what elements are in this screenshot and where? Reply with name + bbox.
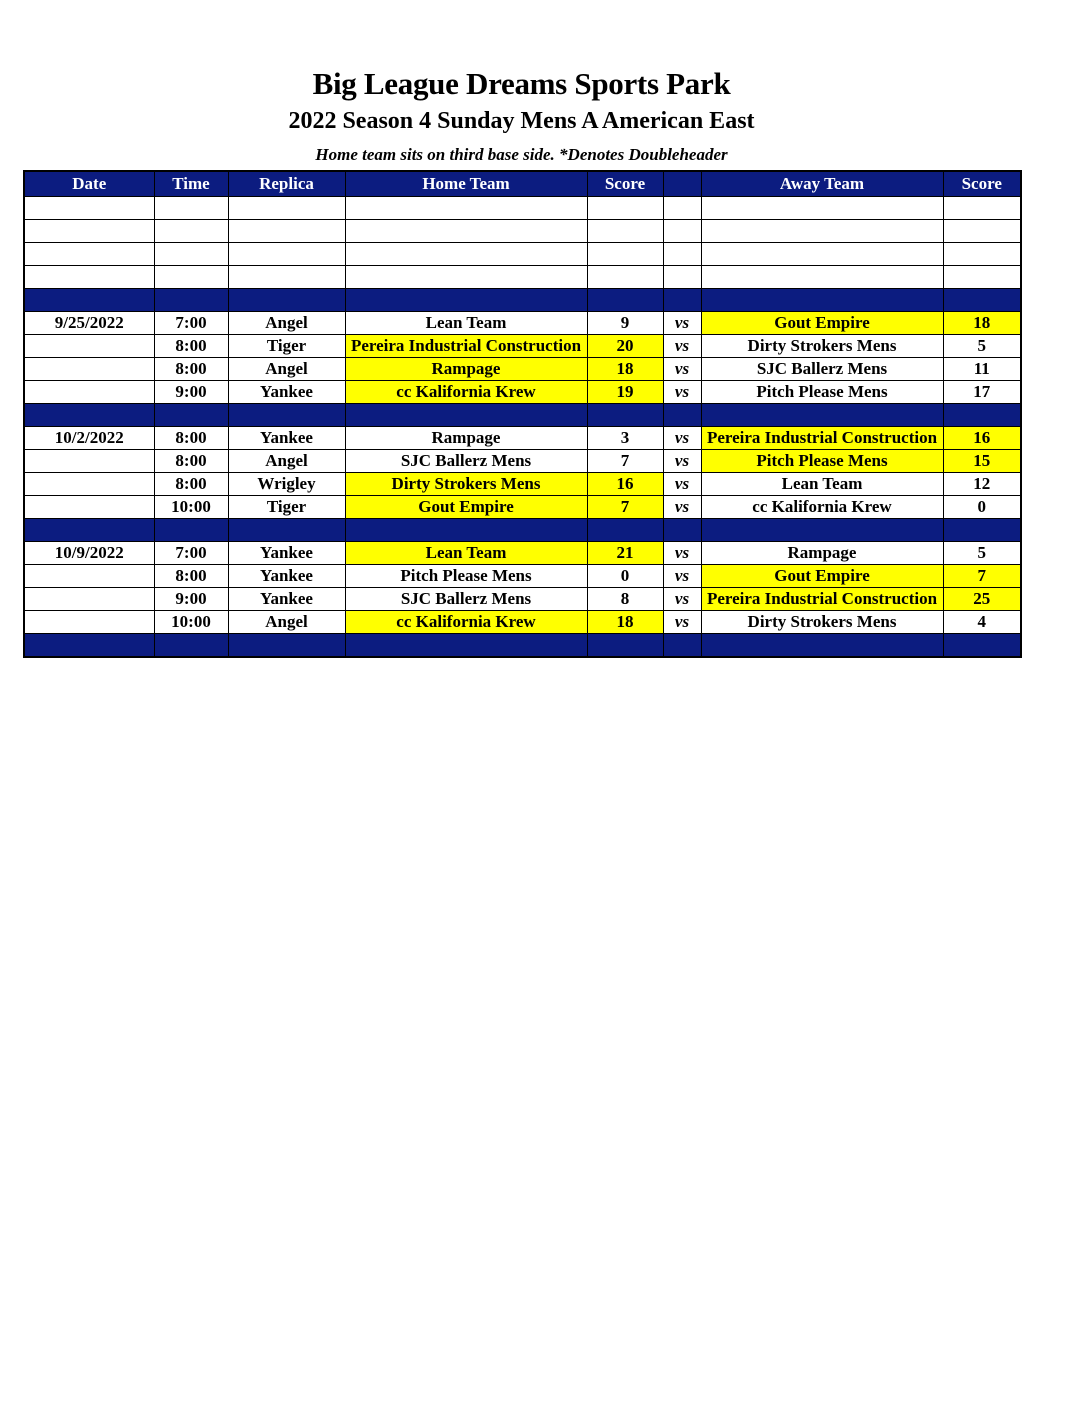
time-cell: 8:00 <box>154 358 228 381</box>
date-cell <box>24 450 154 473</box>
date-cell <box>24 496 154 519</box>
date-cell <box>24 381 154 404</box>
date-cell <box>24 565 154 588</box>
date-cell <box>24 289 154 312</box>
time-cell: 7:00 <box>154 542 228 565</box>
home-team-cell: Rampage <box>345 358 587 381</box>
home-score-cell: 0 <box>587 565 663 588</box>
away-score-cell: 12 <box>943 473 1021 496</box>
home-team-cell <box>345 266 587 289</box>
time-cell <box>154 404 228 427</box>
date-cell <box>24 404 154 427</box>
game-row <box>24 611 1021 634</box>
home-score-cell: 19 <box>587 381 663 404</box>
home-team-cell: cc Kalifornia Krew <box>345 381 587 404</box>
game-row <box>24 312 1021 335</box>
date-cell: 10/9/2022 <box>24 542 154 565</box>
home-score-cell <box>587 289 663 312</box>
col-header-time: Time <box>154 171 228 197</box>
header-row <box>24 171 1021 197</box>
time-cell: 9:00 <box>154 381 228 404</box>
away-team-cell <box>701 634 943 658</box>
separator-row <box>24 519 1021 542</box>
time-cell <box>154 266 228 289</box>
away-team-cell: Dirty Strokers Mens <box>701 611 943 634</box>
away-score-cell <box>943 634 1021 658</box>
away-team-cell <box>701 220 943 243</box>
vs-cell: vs <box>663 496 701 519</box>
separator-row <box>24 634 1021 658</box>
home-score-cell <box>587 634 663 658</box>
page-title: Big League Dreams Sports Park <box>312 66 731 101</box>
vs-cell: vs <box>663 312 701 335</box>
vs-cell <box>663 519 701 542</box>
time-cell: 8:00 <box>154 473 228 496</box>
replica-cell: Yankee <box>228 565 345 588</box>
home-score-cell: 7 <box>587 496 663 519</box>
vs-cell <box>663 404 701 427</box>
home-team-cell <box>345 220 587 243</box>
replica-cell <box>228 634 345 658</box>
date-cell: 10/2/2022 <box>24 427 154 450</box>
away-score-cell <box>943 404 1021 427</box>
blank-row <box>24 266 1021 289</box>
home-team-cell: Gout Empire <box>345 496 587 519</box>
away-score-cell: 16 <box>943 427 1021 450</box>
away-score-cell: 0 <box>943 496 1021 519</box>
game-row <box>24 450 1021 473</box>
replica-cell: Tiger <box>228 496 345 519</box>
home-team-cell <box>345 519 587 542</box>
vs-cell: vs <box>663 450 701 473</box>
schedule-table <box>23 170 1022 658</box>
replica-cell <box>228 519 345 542</box>
game-row <box>24 542 1021 565</box>
away-score-cell <box>943 266 1021 289</box>
game-row <box>24 588 1021 611</box>
time-cell <box>154 197 228 220</box>
time-cell: 7:00 <box>154 312 228 335</box>
home-team-cell <box>345 634 587 658</box>
col-header-away-team: Away Team <box>701 171 943 197</box>
vs-cell: vs <box>663 542 701 565</box>
away-team-cell <box>701 404 943 427</box>
game-row <box>24 427 1021 450</box>
date-cell <box>24 197 154 220</box>
home-score-cell <box>587 220 663 243</box>
blank-row <box>24 197 1021 220</box>
col-header-away-score: Score <box>943 171 1021 197</box>
vs-cell: vs <box>663 588 701 611</box>
home-score-cell <box>587 266 663 289</box>
time-cell: 10:00 <box>154 496 228 519</box>
home-team-cell: Lean Team <box>345 542 587 565</box>
time-cell: 8:00 <box>154 450 228 473</box>
col-header-date: Date <box>24 171 154 197</box>
time-cell: 8:00 <box>154 565 228 588</box>
time-cell: 8:00 <box>154 335 228 358</box>
home-team-cell: Rampage <box>345 427 587 450</box>
schedule-note: Home team sits on third base side. *Denotes Doubleheader <box>315 145 728 164</box>
col-header-home-team: Home Team <box>345 171 587 197</box>
away-team-cell: Lean Team <box>701 473 943 496</box>
home-score-cell: 18 <box>587 358 663 381</box>
time-cell <box>154 634 228 658</box>
away-team-cell: Rampage <box>701 542 943 565</box>
away-team-cell <box>701 519 943 542</box>
date-cell <box>24 335 154 358</box>
away-team-cell <box>701 243 943 266</box>
vs-cell <box>663 197 701 220</box>
away-score-cell: 7 <box>943 565 1021 588</box>
away-score-cell <box>943 220 1021 243</box>
away-team-cell: Pitch Please Mens <box>701 381 943 404</box>
replica-cell: Yankee <box>228 542 345 565</box>
vs-cell <box>663 266 701 289</box>
replica-cell: Wrigley <box>228 473 345 496</box>
replica-cell: Yankee <box>228 381 345 404</box>
date-cell <box>24 358 154 381</box>
blank-row <box>24 243 1021 266</box>
home-team-cell: Pitch Please Mens <box>345 565 587 588</box>
away-team-cell: cc Kalifornia Krew <box>701 496 943 519</box>
replica-cell <box>228 197 345 220</box>
replica-cell: Yankee <box>228 427 345 450</box>
replica-cell <box>228 289 345 312</box>
vs-cell: vs <box>663 565 701 588</box>
home-team-cell: Dirty Strokers Mens <box>345 473 587 496</box>
date-cell <box>24 519 154 542</box>
away-team-cell: Gout Empire <box>701 312 943 335</box>
home-score-cell: 21 <box>587 542 663 565</box>
home-team-cell: SJC Ballerz Mens <box>345 450 587 473</box>
home-score-cell: 7 <box>587 450 663 473</box>
date-cell <box>24 611 154 634</box>
vs-cell <box>663 289 701 312</box>
home-team-cell: SJC Ballerz Mens <box>345 588 587 611</box>
away-team-cell: Pereira Industrial Construction <box>701 427 943 450</box>
away-team-cell: Gout Empire <box>701 565 943 588</box>
date-cell <box>24 220 154 243</box>
home-team-cell <box>345 289 587 312</box>
time-cell: 10:00 <box>154 611 228 634</box>
home-team-cell <box>345 243 587 266</box>
separator-row <box>24 404 1021 427</box>
date-cell: 9/25/2022 <box>24 312 154 335</box>
vs-cell: vs <box>663 611 701 634</box>
away-team-cell <box>701 197 943 220</box>
page-subtitle: 2022 Season 4 Sunday Mens A American East <box>288 108 755 134</box>
date-cell <box>24 243 154 266</box>
away-team-cell <box>701 266 943 289</box>
replica-cell <box>228 243 345 266</box>
home-team-cell: Lean Team <box>345 312 587 335</box>
time-cell: 8:00 <box>154 427 228 450</box>
date-cell <box>24 634 154 658</box>
vs-cell: vs <box>663 358 701 381</box>
replica-cell: Angel <box>228 312 345 335</box>
vs-cell <box>663 243 701 266</box>
time-cell <box>154 289 228 312</box>
home-score-cell <box>587 519 663 542</box>
vs-cell: vs <box>663 335 701 358</box>
vs-cell <box>663 634 701 658</box>
game-row <box>24 473 1021 496</box>
game-row <box>24 496 1021 519</box>
home-team-cell: cc Kalifornia Krew <box>345 611 587 634</box>
away-score-cell: 25 <box>943 588 1021 611</box>
time-cell: 9:00 <box>154 588 228 611</box>
away-team-cell: Pitch Please Mens <box>701 450 943 473</box>
time-cell <box>154 220 228 243</box>
home-score-cell <box>587 404 663 427</box>
date-cell <box>24 588 154 611</box>
away-score-cell: 11 <box>943 358 1021 381</box>
separator-row <box>24 289 1021 312</box>
replica-cell: Angel <box>228 611 345 634</box>
replica-cell <box>228 220 345 243</box>
col-header-replica: Replica <box>228 171 345 197</box>
home-score-cell: 9 <box>587 312 663 335</box>
away-team-cell <box>701 289 943 312</box>
home-score-cell: 3 <box>587 427 663 450</box>
replica-cell <box>228 404 345 427</box>
away-score-cell <box>943 243 1021 266</box>
game-row <box>24 358 1021 381</box>
date-cell <box>24 266 154 289</box>
away-team-cell: Dirty Strokers Mens <box>701 335 943 358</box>
vs-cell: vs <box>663 473 701 496</box>
home-score-cell: 16 <box>587 473 663 496</box>
vs-cell <box>663 220 701 243</box>
col-header-vs <box>663 171 701 197</box>
home-score-cell <box>587 197 663 220</box>
away-score-cell <box>943 197 1021 220</box>
game-row <box>24 381 1021 404</box>
away-score-cell: 15 <box>943 450 1021 473</box>
game-row <box>24 335 1021 358</box>
replica-cell: Tiger <box>228 335 345 358</box>
vs-cell: vs <box>663 427 701 450</box>
away-score-cell: 5 <box>943 335 1021 358</box>
replica-cell: Angel <box>228 358 345 381</box>
home-team-cell <box>345 197 587 220</box>
vs-cell: vs <box>663 381 701 404</box>
home-score-cell: 18 <box>587 611 663 634</box>
time-cell <box>154 519 228 542</box>
away-score-cell: 5 <box>943 542 1021 565</box>
game-row <box>24 565 1021 588</box>
blank-row <box>24 220 1021 243</box>
col-header-home-score: Score <box>587 171 663 197</box>
date-cell <box>24 473 154 496</box>
away-team-cell: Pereira Industrial Construction <box>701 588 943 611</box>
away-team-cell: SJC Ballerz Mens <box>701 358 943 381</box>
home-team-cell <box>345 404 587 427</box>
home-team-cell: Pereira Industrial Construction <box>345 335 587 358</box>
home-score-cell: 8 <box>587 588 663 611</box>
replica-cell: Yankee <box>228 588 345 611</box>
away-score-cell: 17 <box>943 381 1021 404</box>
home-score-cell: 20 <box>587 335 663 358</box>
away-score-cell: 4 <box>943 611 1021 634</box>
away-score-cell <box>943 289 1021 312</box>
replica-cell: Angel <box>228 450 345 473</box>
away-score-cell <box>943 519 1021 542</box>
time-cell <box>154 243 228 266</box>
replica-cell <box>228 266 345 289</box>
away-score-cell: 18 <box>943 312 1021 335</box>
home-score-cell <box>587 243 663 266</box>
